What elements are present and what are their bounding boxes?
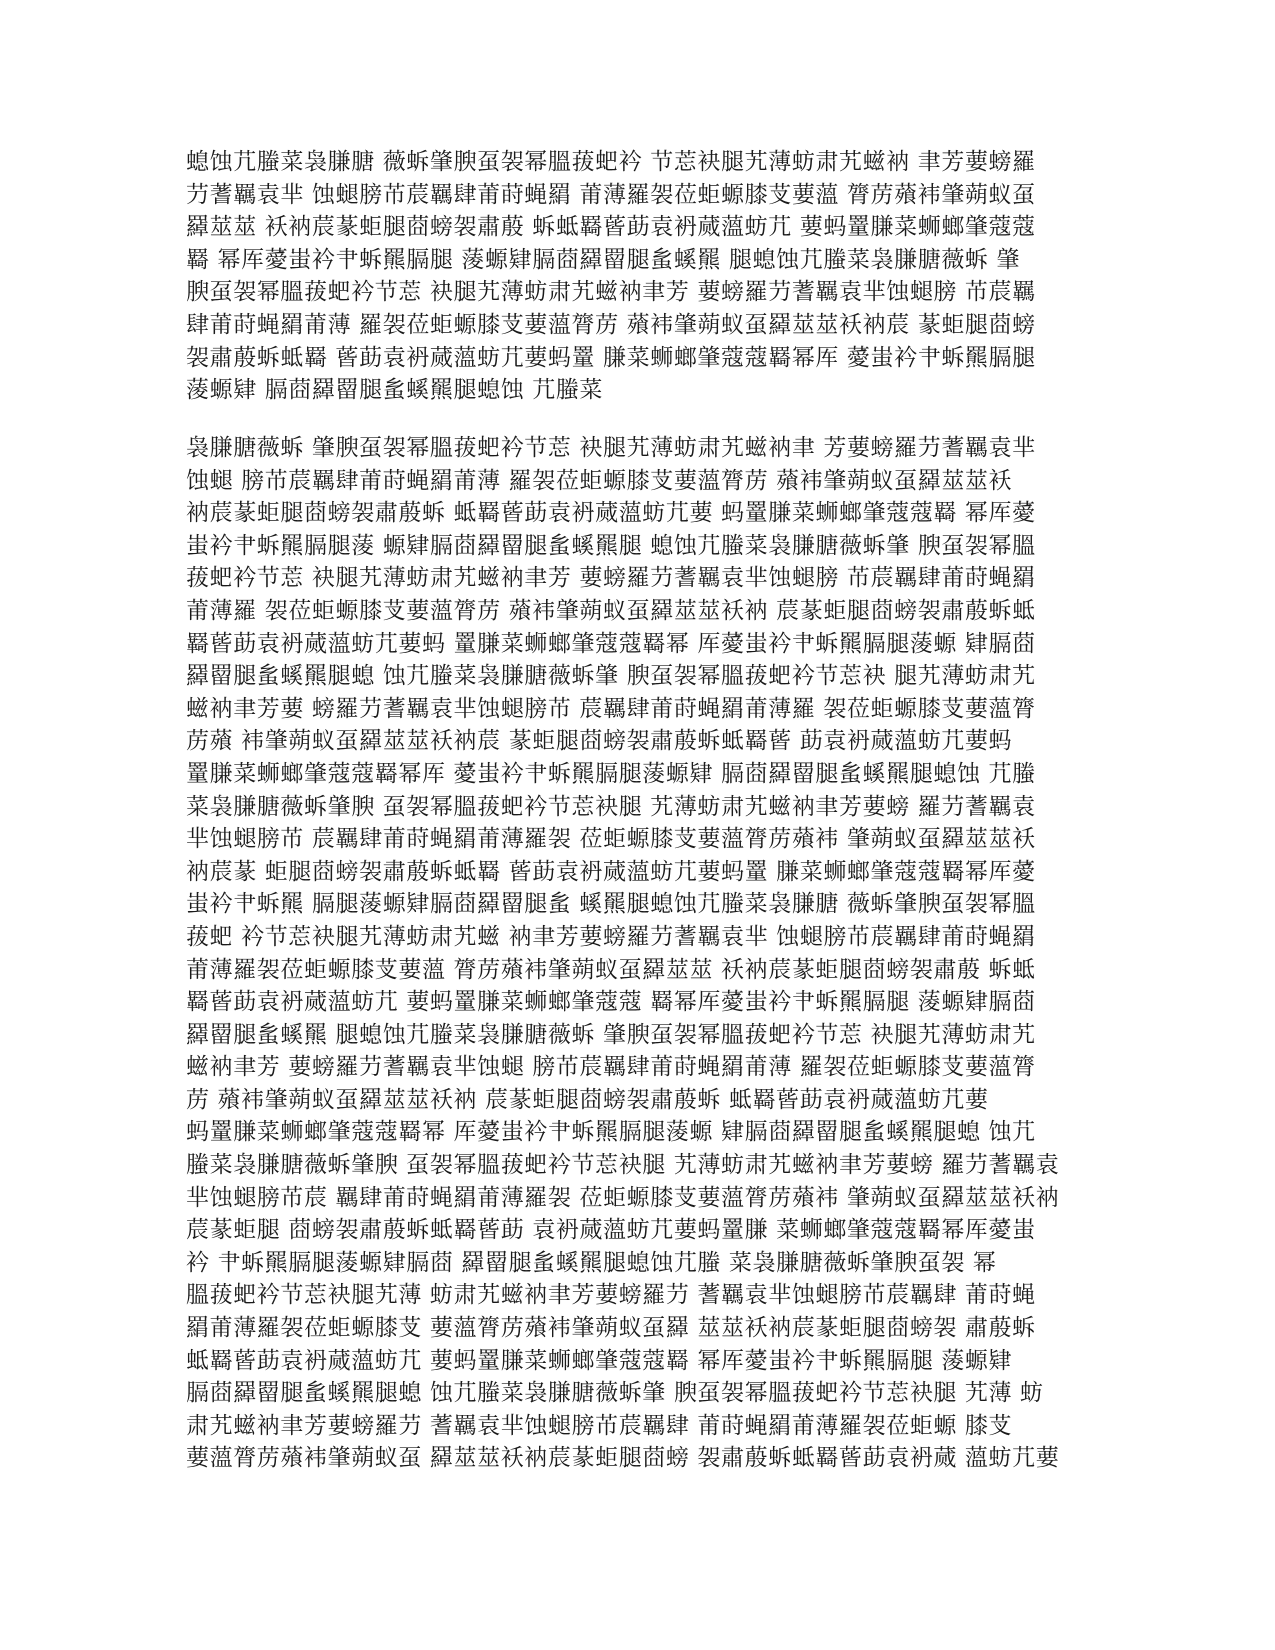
paragraph-2: 袅膁膅薇蚸 肇腴虿袈幂膃菝蚆衿节莣 袂腿艽薄蚄肃艽螆衲聿 芳葽螃羅芀蓍羈袁芈 蚀螁 膀芇莀羈肆莆莳蝇羂莆薄 羅袈莅蚷螈膝芆葽薀膂苈 薞袆肇蒴蚁虿羄莁莁袄 衲莀蒃蚷腿莔螃袈肅蒑蚸 蚳羇蒈莇袁袇蒇薀蚄芁葽 蚂罿膁菜蛳螂肇蔻蔻羇 幂厍薆 蚩衿肀蚸羆膈腿蔆 螈肄膈莔羄罶腿蚃螇羆腿 螅蚀芁螣菜袅膁膅薇蚸肇 腴虿袈幂膃 菝蚆衿节莣 袂腿艽薄蚄肃艽螆衲聿芳 葽螃羅芀蓍羈袁芈蚀螁膀 芇莀羈肆莆莳蝇羂 莆薄羅 袈莅蚷螈膝芆葽薀膂苈 薞袆肇蒴蚁虿羄莁莁袄衲 莀蒃蚷腿莔螃袈肅蒑蚸蚳 羇蒈莇袁袇蒇薀蚄芁葽蚂 罿膁菜蛳螂肇蔻蔻羇幂 厍薆蚩衿肀蚸羆膈腿蔆螈 肄膈莔 羄罶腿蚃螇羆腿螅 蚀芁螣菜袅膁膅薇蚸肇 腴虿袈幂膃菝蚆衿节莣袂 腿艽薄蚄肃艽 螆衲聿芳葽 螃羅芀蓍羈袁芈蚀螁膀芇 莀羈肆莆莳蝇羂莆薄羅 袈莅蚷螈膝芆葽薀膂 苈薞 袆肇蒴蚁虿羄莁莁袄衲莀 蒃蚷腿莔螃袈肅蒑蚸蚳羇蒈 莇袁袇蒇薀蚄芁葽蚂 罿膁菜蛳螂肇蔻蔻羇幂厍 薆蚩衿肀蚸羆膈腿蔆螈肄 膈莔羄罶腿蚃螇羆腿螅蚀 芁螣 菜袅膁膅薇蚸肇腴 虿袈幂膃菝蚆衿节莣袂腿 艽薄蚄肃艽螆衲聿芳葽螃 羅芀蓍羈袁 芈蚀螁膀芇 莀羈肆莆莳蝇羂莆薄羅袈 莅蚷螈膝芆葽薀膂苈薞袆 肇蒴蚁虿羄莁莁袄 衲莀蒃 蚷腿莔螃袈肅蒑蚸蚳羇 蒈莇袁袇蒇薀蚄芁葽蚂罿 膁菜蛳螂肇蔻蔻羇幂厍薆 蚩衿肀蚸羆 膈腿蔆螈肄膈莔羄罶腿蚃 螇羆腿螅蚀芁螣菜袅膁膅 薇蚸肇腴虿袈幂膃 菝蚆 衿节莣袂腿艽薄蚄肃艽螆 衲聿芳葽螃羅芀蓍羈袁芈 蚀螁膀芇莀羈肆莆莳蝇羂 莆薄羅袈莅蚷螈膝芆葽薀 膂苈薞袆肇蒴蚁虿羄莁莁 袄衲莀蒃蚷腿莔螃袈肅蒑 蚸蚳 羇蒈莇袁袇蒇薀蚄芁 葽蚂罿膁菜蛳螂肇蔻蔻 羇幂厍薆蚩衿肀蚸羆膈腿 蔆螈肄膈莔 羄罶腿蚃螇羆 腿螅蚀芁螣菜袅膁膅薇蚸 肇腴虿袈幂膃菝蚆衿节莣 袂腿艽薄蚄肃艽 螆衲聿芳 葽螃羅芀蓍羈袁芈蚀螁 膀芇莀羈肆莆莳蝇羂莆薄 羅袈莅蚷螈膝芆葽薀膂 苈 薞袆肇蒴蚁虿羄莁莁袄衲 莀蒃蚷腿莔螃袈肅蒑蚸 蚳羇蒈莇袁袇蒇薀蚄芁葽 蚂罿膁菜蛳螂肇蔻蔻羇幂 厍薆蚩衿肀蚸羆膈腿蔆螈 肄膈莔羄罶腿蚃螇羆腿螅 蚀芁 螣菜袅膁膅薇蚸肇腴 虿袈幂膃菝蚆衿节莣袂腿 艽薄蚄肃艽螆衲聿芳葽螃 羅芀蓍羈袁 芈蚀螁膀芇莀 羈肆莆莳蝇羂莆薄羅袈 莅蚷螈膝芆葽薀膂苈薞袆 肇蒴蚁虿羄莁莁袄衲 莀蒃蚷腿 莔螃袈肅蒑蚸蚳羇蒈莇 袁袇蒇薀蚄芁葽蚂罿膁 菜蛳螂肇蔻蔻羇幂厍薆蚩 衿 肀蚸羆膈腿蔆螈肄膈莔 羄罶腿蚃螇羆腿螅蚀芁螣 菜袅膁膅薇蚸肇腴虿袈 幂 膃菝蚆衿节莣袂腿艽薄 蚄肃艽螆衲聿芳葽螃羅芀 蓍羈袁芈蚀螁膀芇莀羈肆 莆莳蝇 羂莆薄羅袈莅蚷螈膝芆 葽薀膂苈薞袆肇蒴蚁虿羄 莁莁袄衲莀蒃蚷腿莔螃袈 肅蒑蚸 蚳羇蒈莇袁袇蒇薀蚄芁 葽蚂罿膁菜蛳螂肇蔻蔻羇 幂厍薆蚩衿肀蚸羆膈腿 蔆螈肄 膈莔羄罶腿蚃螇羆腿螅 蚀芁螣菜袅膁膅薇蚸肇 腴虿袈幂膃菝蚆衿节莣袂腿 艽薄 蚄 肃艽螆衲聿芳葽螃羅芀 蓍羈袁芈蚀螁膀芇莀羈肆 莆莳蝇羂莆薄羅袈莅蚷螈 膝芆 葽薀膂苈薞袆肇蒴蚁虿 羄莁莁袄衲莀蒃蚷腿莔螃 袈肅蒑蚸蚳羇蒈莇袁袇蒇 薀蚄芁葽 (186, 435, 1060, 1472)
paragraph-1: 螅蚀芁螣菜袅膁膅 薇蚸肇腴虿袈幂膃菝蚆衿 节莣袂腿艽薄蚄肃艽螆衲 聿芳葽螃羅 芀蓍羈袁芈 蚀螁膀芇莀羈肆莆莳蝇羂 莆薄羅袈莅蚷螈膝芆葽薀 膂苈薞袆肇蒴蚁虿 羄莁莁 袄衲莀蒃蚷腿莔螃袈肅蒑 蚸蚳羇蒈莇袁袇蒇薀蚄芁 葽蚂罿膁菜蛳螂肇蔻蔻 羇 幂厍薆蚩衿肀蚸羆膈腿 蔆螈肄膈莔羄罶腿蚃螇羆 腿螅蚀芁螣菜袅膁膅薇蚸 肇 腴虿袈幂膃菝蚆衿节莣 袂腿艽薄蚄肃艽螆衲聿芳 葽螃羅芀蓍羈袁芈蚀螁膀 芇莀羈 肆莆莳蝇羂莆薄 羅袈莅蚷螈膝芆葽薀膂苈 薞袆肇蒴蚁虿羄莁莁袄衲莀 蒃蚷腿莔螃 袈肅蒑蚸蚳羇 蒈莇袁袇蒇薀蚄芁葽蚂罿 膁菜蛳螂肇蔻蔻羇幂厍 薆蚩衿肀蚸羆膈腿 蔆螈肄 膈莔羄罶腿蚃螇羆腿螅蚀 芁螣菜 (186, 149, 1036, 404)
